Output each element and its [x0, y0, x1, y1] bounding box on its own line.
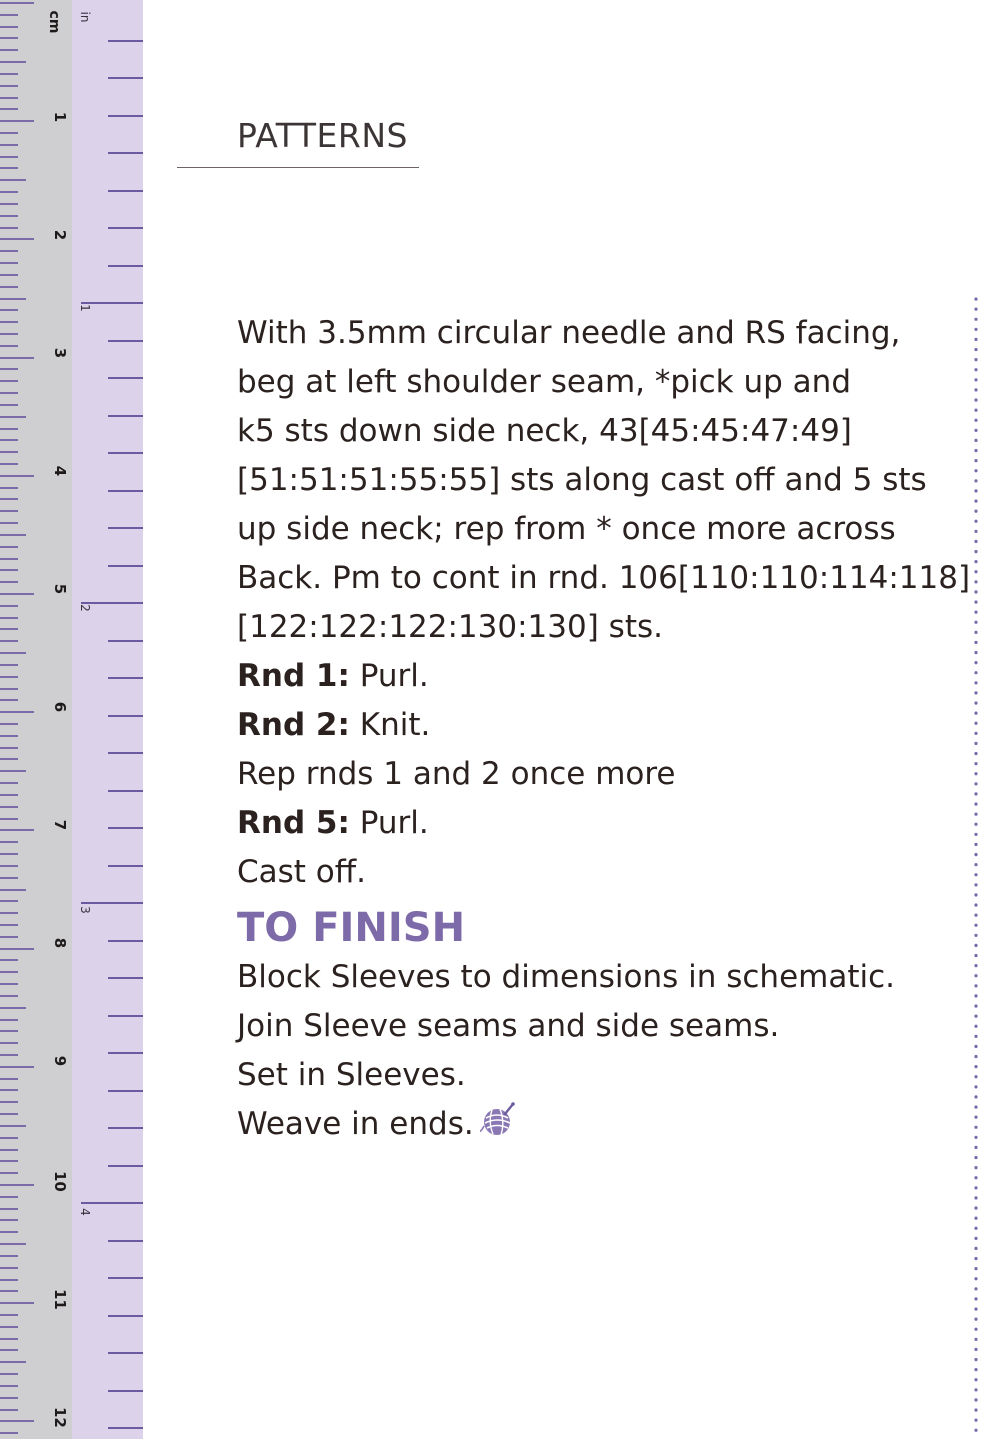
ruler-inch-tick	[108, 1427, 143, 1429]
ruler-cm-tick	[0, 179, 26, 181]
ruler-cm-tick	[0, 2, 34, 4]
finish-instructions	[237, 953, 952, 1153]
ruler-cm-tick	[0, 1338, 18, 1340]
ruler-inch-tick	[108, 415, 143, 417]
header-divider	[177, 167, 419, 168]
pattern-instructions	[237, 309, 971, 1153]
ruler-cm-tick	[0, 1066, 34, 1068]
ruler-cm-tick	[0, 144, 18, 146]
ruler-cm-tick	[0, 309, 18, 311]
ruler-inch-tick	[108, 265, 143, 267]
ruler-inch-tick	[108, 1352, 143, 1354]
ruler-inch-tick	[108, 940, 143, 942]
ruler-cm-tick	[0, 782, 18, 784]
round-text: Cast off.	[237, 854, 366, 890]
ruler-cm-label: 8	[51, 937, 69, 949]
ruler-cm-tick	[0, 85, 18, 87]
ruler-inch-tick	[108, 1315, 143, 1317]
dotted-page-border	[972, 296, 980, 1439]
ruler-cm-tick	[0, 26, 18, 28]
ruler-cm-tick	[0, 404, 18, 406]
ruler-cm-label: 10	[51, 1171, 69, 1192]
ruler-cm-label: 2	[51, 229, 69, 241]
ruler-cm-tick	[0, 1054, 18, 1056]
ruler-cm-tick	[0, 227, 18, 229]
round-step	[237, 848, 952, 897]
ruler-cm-tick	[0, 1231, 18, 1233]
ruler-cm-tick	[0, 49, 18, 51]
ruler-cm-tick	[0, 1196, 18, 1198]
ruler-cm-tick	[0, 841, 18, 843]
ruler-inch-tick	[108, 77, 143, 79]
ruler-cm-tick	[0, 959, 18, 961]
ruler-cm-tick	[0, 948, 34, 950]
ruler-cm-tick	[0, 73, 18, 75]
round-label: Rnd 2:	[237, 707, 350, 743]
ruler-cm-tick	[0, 61, 26, 63]
ruler-cm-tick	[0, 1137, 18, 1139]
ruler-cm-tick	[0, 747, 18, 749]
ruler-cm-tick	[0, 1208, 18, 1210]
ruler-inch-strip	[72, 0, 143, 1439]
finish-heading: TO FINISH	[237, 905, 466, 951]
ruler-cm-label: 12	[51, 1407, 69, 1428]
ruler-cm-tick	[0, 1078, 18, 1080]
ruler-inch-tick	[108, 1052, 143, 1054]
ruler-cm-tick	[0, 475, 34, 477]
finish-line-last	[237, 1100, 952, 1153]
ruler-inch-tick	[108, 152, 143, 154]
ruler-inch-label: 2	[78, 604, 92, 612]
ruler-cm-tick	[0, 924, 18, 926]
ruler-cm-unit-label: cm	[46, 10, 62, 34]
ruler-cm-tick	[0, 569, 18, 571]
round-text: Rep rnds 1 and 2 once more	[237, 756, 676, 792]
ruler-cm-tick	[0, 865, 18, 867]
ruler-inch-tick	[108, 677, 143, 679]
ruler-cm-tick	[0, 1279, 18, 1281]
instruction-line: Back. Pm to cont in rnd. 106[110:110:114:118]	[237, 560, 971, 596]
round-step	[237, 799, 952, 848]
ruler-inch-tick	[108, 827, 143, 829]
ruler-cm-tick	[0, 829, 34, 831]
ruler-cm-tick	[0, 286, 18, 288]
ruler-cm-tick	[0, 640, 18, 642]
ruler-inch-tick	[108, 1127, 143, 1129]
ruler-cm-tick	[0, 534, 26, 536]
ruler-cm-tick	[0, 416, 26, 418]
ruler-cm-tick	[0, 463, 18, 465]
ruler-cm-tick	[0, 1290, 18, 1292]
ruler-cm-tick	[0, 723, 18, 725]
ruler-cm-tick	[0, 628, 18, 630]
ruler-cm-tick	[0, 120, 34, 122]
ruler-cm-tick	[0, 108, 18, 110]
ruler-cm-tick	[0, 321, 18, 323]
ruler-cm-tick	[0, 971, 18, 973]
finish-line: Weave in ends.	[237, 1106, 474, 1142]
ruler-cm-tick	[0, 1314, 18, 1316]
round-step	[237, 750, 952, 799]
ruler-cm-tick	[0, 699, 18, 701]
ruler-inch-label: 1	[78, 304, 92, 312]
ruler-inch-tick	[108, 190, 143, 192]
ruler-cm-tick	[0, 1243, 26, 1245]
ruler-inch-tick	[108, 977, 143, 979]
ruler-cm-label: 6	[51, 701, 69, 713]
ruler-cm-tick	[0, 664, 18, 666]
ruler-cm-tick	[0, 983, 18, 985]
ruler-inch-tick	[108, 377, 143, 379]
ruler-cm-tick	[0, 498, 18, 500]
instruction-line: [51:51:51:55:55] sts along cast off and 5 sts	[237, 462, 927, 498]
ruler-cm-tick	[0, 1160, 18, 1162]
ruler-cm-tick	[0, 262, 18, 264]
ruler-cm-tick	[0, 1007, 26, 1009]
ruler-cm-tick	[0, 1042, 18, 1044]
ruler-cm-tick	[0, 1219, 18, 1221]
round-step	[237, 701, 952, 750]
ruler-inch-tick	[108, 865, 143, 867]
ruler-cm-tick	[0, 581, 18, 583]
ruler-cm-tick	[0, 889, 26, 891]
ruler-cm-tick	[0, 510, 18, 512]
ruler-cm-tick	[0, 345, 18, 347]
ruler-cm-label: 3	[51, 347, 69, 359]
ruler-inch-tick	[81, 1202, 143, 1204]
page-ruler	[0, 0, 143, 1439]
ruler-cm-tick	[0, 1113, 18, 1115]
ruler-cm-tick	[0, 735, 18, 737]
ruler-cm-tick	[0, 274, 18, 276]
ruler-cm-tick	[0, 900, 18, 902]
round-text: Purl.	[349, 805, 429, 841]
finish-line: Join Sleeve seams and side seams.	[237, 1008, 780, 1044]
ruler-cm-tick	[0, 156, 18, 158]
instruction-line: With 3.5mm circular needle and RS facing,	[237, 315, 901, 351]
ruler-cm-tick	[0, 1089, 18, 1091]
ruler-cm-tick	[0, 1409, 18, 1411]
ruler-cm-tick	[0, 995, 18, 997]
ruler-cm-tick	[0, 487, 18, 489]
ruler-cm-tick	[0, 191, 18, 193]
ruler-cm-tick	[0, 652, 26, 654]
ruler-cm-tick	[0, 1267, 18, 1269]
ruler-cm-tick	[0, 1349, 18, 1351]
ruler-inch-tick	[108, 1277, 143, 1279]
round-label: Rnd 5:	[237, 805, 350, 841]
ruler-cm-tick	[0, 1397, 18, 1399]
ruler-cm-tick	[0, 1326, 18, 1328]
ruler-inch-tick	[108, 527, 143, 529]
yarn-ball-icon	[480, 1102, 516, 1153]
instruction-line: k5 sts down side neck, 43[45:45:47:49]	[237, 413, 852, 449]
ruler-inch-label: 3	[78, 906, 92, 914]
ruler-inch-tick	[108, 715, 143, 717]
finish-line: Set in Sleeves.	[237, 1057, 466, 1093]
ruler-cm-tick	[0, 1255, 18, 1257]
finish-line: Block Sleeves to dimensions in schematic.	[237, 959, 896, 995]
instruction-line: beg at left shoulder seam, *pick up and	[237, 364, 851, 400]
ruler-cm-tick	[0, 877, 18, 879]
ruler-inch-tick	[108, 565, 143, 567]
ruler-cm-tick	[0, 215, 18, 217]
ruler-cm-tick	[0, 392, 18, 394]
instruction-line: up side neck; rep from * once more across	[237, 511, 896, 547]
round-step	[237, 652, 952, 701]
ruler-cm-tick	[0, 1125, 26, 1127]
ruler-cm-tick	[0, 357, 34, 359]
ruler-cm-tick	[0, 818, 18, 820]
ruler-inch-tick	[108, 340, 143, 342]
ruler-cm-label: 7	[51, 819, 69, 831]
ruler-inch-tick	[108, 227, 143, 229]
ruler-cm-tick	[0, 167, 18, 169]
ruler-inch-tick	[108, 790, 143, 792]
ruler-cm-tick	[0, 546, 18, 548]
ruler-cm-tick	[0, 1149, 18, 1151]
round-text: Knit.	[349, 707, 431, 743]
ruler-cm-tick	[0, 770, 26, 772]
ruler-cm-tick	[0, 558, 18, 560]
ruler-cm-tick	[0, 688, 18, 690]
ruler-cm-tick	[0, 428, 18, 430]
ruler-cm-tick	[0, 238, 34, 240]
ruler-cm-tick	[0, 1101, 18, 1103]
ruler-cm-label: 9	[51, 1055, 69, 1067]
ruler-cm-tick	[0, 368, 18, 370]
ruler-inch-tick	[108, 1240, 143, 1242]
ruler-cm-tick	[0, 711, 34, 713]
ruler-inch-tick	[108, 752, 143, 754]
ruler-cm-tick	[0, 758, 18, 760]
ruler-inch-unit-label: in	[78, 11, 92, 23]
ruler-cm-tick	[0, 1361, 26, 1363]
ruler-cm-tick	[0, 37, 18, 39]
ruler-cm-tick	[0, 1385, 18, 1387]
ruler-cm-tick	[0, 97, 18, 99]
ruler-inch-tick	[108, 1165, 143, 1167]
ruler-cm-tick	[0, 1184, 34, 1186]
ruler-inch-tick	[108, 452, 143, 454]
ruler-cm-tick	[0, 1030, 18, 1032]
ruler-cm-tick	[0, 676, 18, 678]
ruler-cm-tick	[0, 1172, 18, 1174]
ruler-cm-tick	[0, 439, 18, 441]
ruler-inch-tick	[108, 490, 143, 492]
ruler-inch-tick	[108, 1015, 143, 1017]
ruler-cm-tick	[0, 298, 26, 300]
ruler-cm-label: 5	[51, 583, 69, 595]
ruler-cm-tick	[0, 593, 34, 595]
ruler-cm-label: 4	[51, 465, 69, 477]
ruler-cm-tick	[0, 617, 18, 619]
ruler-cm-tick	[0, 333, 18, 335]
instruction-line: [122:122:122:130:130] sts.	[237, 609, 663, 645]
ruler-cm-tick	[0, 605, 18, 607]
ruler-cm-tick	[0, 806, 18, 808]
ruler-inch-tick	[108, 1390, 143, 1392]
ruler-cm-tick	[0, 451, 18, 453]
ruler-cm-tick	[0, 912, 18, 914]
ruler-inch-tick	[108, 40, 143, 42]
ruler-inch-label: 4	[78, 1208, 92, 1216]
ruler-inch-tick	[108, 1090, 143, 1092]
ruler-cm-tick	[0, 14, 18, 16]
ruler-cm-tick	[0, 853, 18, 855]
ruler-cm-label: 1	[51, 111, 69, 123]
ruler-cm-tick	[0, 203, 18, 205]
ruler-cm-tick	[0, 1019, 18, 1021]
round-label: Rnd 1:	[237, 658, 350, 694]
section-header: PATTERNS	[237, 116, 408, 155]
ruler-cm-tick	[0, 1432, 18, 1434]
ruler-cm-tick	[0, 132, 18, 134]
ruler-cm-tick	[0, 380, 18, 382]
ruler-cm-tick	[0, 522, 18, 524]
ruler-cm-tick	[0, 794, 18, 796]
ruler-cm-tick	[0, 1420, 34, 1422]
ruler-cm-tick	[0, 1302, 34, 1304]
ruler-cm-label: 11	[51, 1289, 69, 1310]
ruler-cm-tick	[0, 250, 18, 252]
ruler-inch-tick	[108, 115, 143, 117]
ruler-cm-tick	[0, 1373, 18, 1375]
ruler-inch-tick	[108, 640, 143, 642]
round-text: Purl.	[349, 658, 429, 694]
ruler-cm-tick	[0, 936, 18, 938]
